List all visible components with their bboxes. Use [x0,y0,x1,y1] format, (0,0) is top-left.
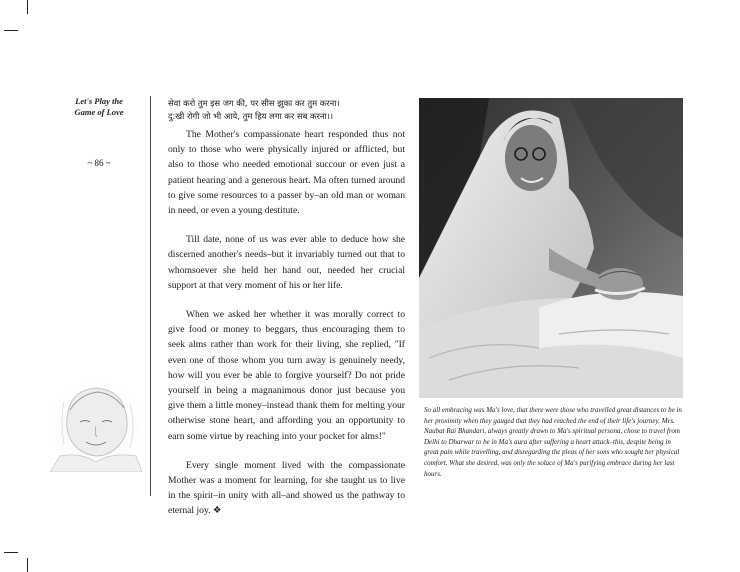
verse-line-2: दु:खी रोगी जो भी आये, तुम हिय लगा कर सब करना।। [168,111,334,121]
page-number: ~ 86 ~ [87,158,111,168]
crop-mark-top-left-horizontal [4,30,18,31]
paragraph-2: Till date, none of us was ever able to deduce how she discerned another's needs–but it invariably turned out that to whomsoever she held her hand out, needed her crucial support at that very moment of his or her life. [168,234,405,291]
running-head: Let's Play the Game of Love [74,96,124,117]
photograph [419,98,683,398]
column-divider [150,96,151,496]
crop-mark-top-left-vertical [27,0,28,14]
paragraph-4: Every single moment lived with the compassionate Mother was a moment for learning, for she taught us to live in the spirit–in unity with all–and showed us the pathway to eternal joy. ❖ [168,459,405,517]
crop-mark-bottom-left-vertical [27,558,28,572]
photograph-image [419,98,683,398]
portrait-sketch-image [50,382,142,472]
main-text-column [168,97,405,519]
verse-line-1: सेवा करो तुम इस जग की, पर सीस झुका कर तुम करना। [168,98,340,108]
paragraph-1: The Mother's compassionate heart responded thus not only to those who were physically injured or afflicted, but also to those who needed emotional succour or even just a patient hearing and a generous heart. Ma often turned around to give some resources to a passer by–an old man or woman in need, or even a young destitute. [168,129,405,217]
paragraph-3: When we asked her whether it was morally correct to give food or money to beggars, thus encouraging them to seek alms rather than work for their living, she replied, "If even one of those whom you turn away is genuinely needy, how will you ever be able to forgive yourself? Do not pride yourself in being a magnanimous donor just because you give them a little money–instead thank them for melting your otherwise stone heart, and affording you an opportunity to earn some virtue by reaching into your pocket for alms!" [168,309,405,442]
hindi-verse [168,97,405,123]
photo-caption: So all embracing was Ma's love, that there were those who travelled great distances to be in her proximity when they gauged that they had reached the end of their life's journey. Mrs. Naubat Rai Bhandari, always greatly drawn to Ma's spiritual persona, chose to travel from Delhi to Dharwar to be in Ma's aura after suffering a heart attack–this, despite being in great pain while travelling, and disregarding the pleas of her sons who sought her physical comfort. What she desired, was only the solace of Ma's purifying embrace during her last hours. [424,406,682,478]
crop-mark-bottom-left-horizontal [4,552,18,553]
